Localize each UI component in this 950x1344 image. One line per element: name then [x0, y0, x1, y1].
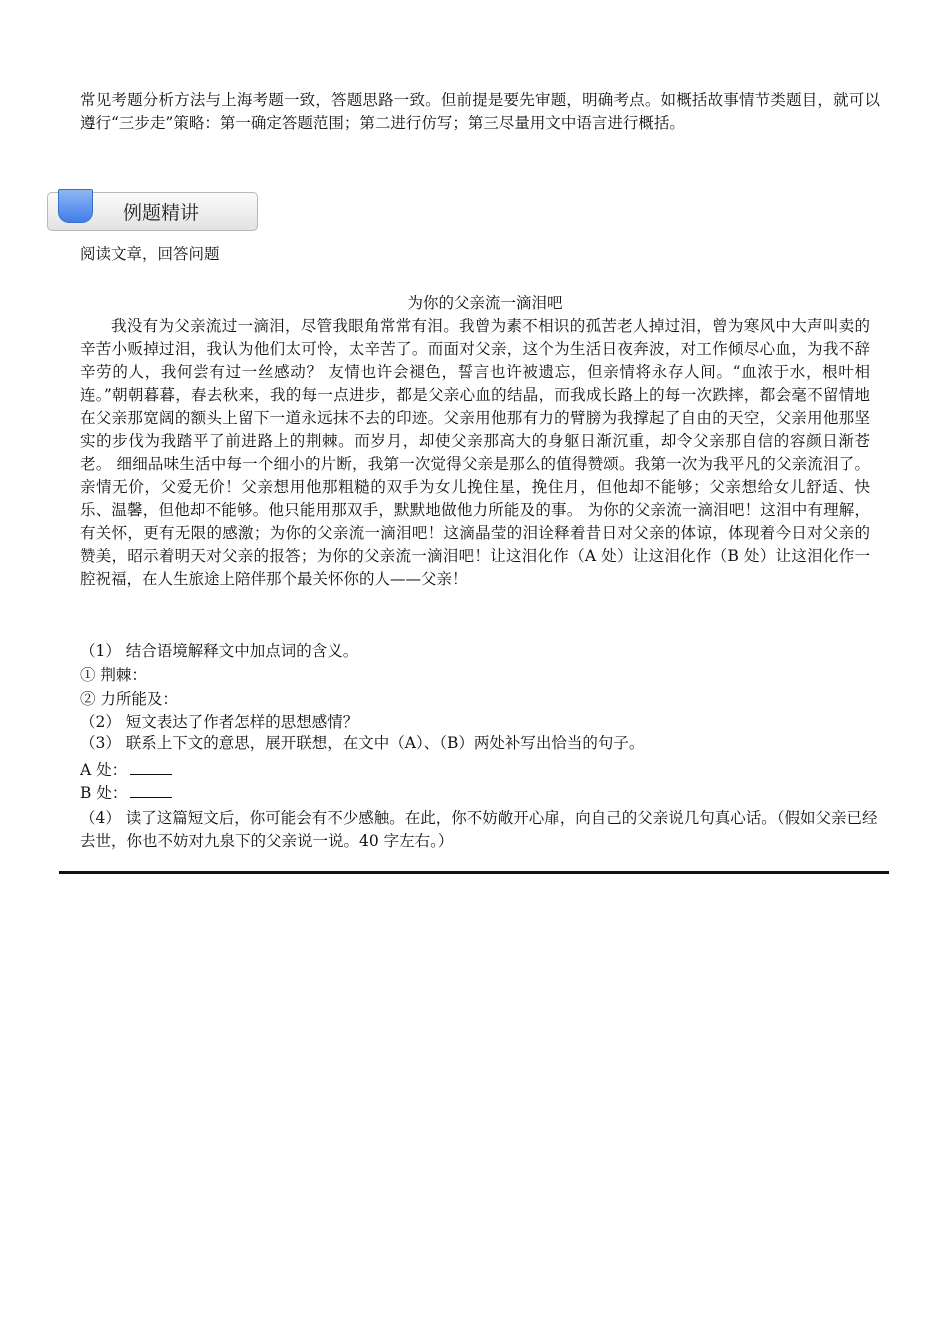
question-1-item-1: ① 荆棘：: [80, 666, 147, 684]
question-2: （2） 短文表达了作者怎样的思想感情？: [80, 713, 359, 731]
answer-b-blank[interactable]: [130, 782, 172, 798]
section-header: [47, 191, 258, 231]
article-body: 我没有为父亲流过一滴泪，尽管我眼角常常有泪。我曾为素不相识的孤苦老人掉过泪，曾为寒风中大声叫卖的辛苦小贩掉过泪，我认为他们太可怜，太辛苦了。而面对父亲，这个为生活日夜奔波，对工作倾尽心血，为我不辞辛劳的人，我何尝有过一丝感动？ 友情也许会褪色，誓言也许被遗忘，但亲情将永存人间。“血浓于水，根叶相连。”朝朝暮暮，春去秋来，我的每一点进步，都是父亲心血的结晶，而我成长路上的每一次跌摔，都会毫不留情地在父亲那宽阔的额头上留下一道永远抹不去的印迹。父亲用他那有力的臂膀为我撑起了自由的天空，父亲用他那坚实的步伐为我踏平了前进路上的荆棘。而岁月，却使父亲那高大的身躯日渐沉重，却令父亲那自信的容颜日渐苍老。 细细品味生活中每一个细小的片断，我第一次觉得父亲是那么的值得赞颂。我第一次为我平凡的父亲流泪了。亲情无价，父爱无价！父亲想用他那粗糙的双手为女儿挽住星，挽住月，但他却不能够；父亲想给女儿舒适、快乐、温馨，但他却不能够。他只能用那双手，默默地做他力所能及的事。 为你的父亲流一滴泪吧！这泪中有理解，有关怀，更有无限的感激；为你的父亲流一滴泪吧！这滴晶莹的泪诠释着昔日对父亲的体谅，体现着今日对父亲的赞美，昭示着明天对父亲的报答；为你的父亲流一滴泪吧！让这泪化作（A 处）让这泪化作（B 处）让这泪化作一腔祝福，在人生旅途上陪伴那个最关怀你的人——父亲！: [80, 317, 870, 588]
answer-a-line: [80, 759, 172, 782]
question-3: （3） 联系上下文的意思，展开联想，在文中（A）、（B）两处补写出恰当的句子。: [80, 734, 645, 752]
answer-a-blank[interactable]: [130, 759, 172, 775]
section-title: 例题精讲: [123, 202, 200, 224]
instruction-text: 阅读文章，回答问题: [80, 245, 220, 263]
question-1-item-2: ② 力所能及：: [80, 690, 178, 708]
question-4: （4） 读了这篇短文后，你可能会有不少感触。在此，你不妨敞开心扉，向自己的父亲说几句真心话。（假如父亲已经去世，你也不妨对九泉下的父亲说一说。40 字左右。）: [80, 809, 878, 850]
intro-paragraph: 常见考题分析方法与上海考题一致，答题思路一致。但前提是要先审题，明确考点。如概括故事情节类题目，就可以遵行“三步走”策略：第一确定答题范围；第二进行仿写；第三尽量用文中语言进行概括。: [80, 91, 880, 132]
bottom-divider: [59, 871, 889, 874]
bookmark-tab-icon: [58, 189, 93, 223]
answer-a-label: A 处：: [80, 761, 128, 779]
answer-b-label: B 处：: [80, 784, 128, 802]
article-title: 为你的父亲流一滴泪吧: [407, 294, 563, 312]
answer-b-line: [80, 782, 172, 805]
question-1: （1） 结合语境解释文中加点词的含义。: [80, 642, 359, 660]
